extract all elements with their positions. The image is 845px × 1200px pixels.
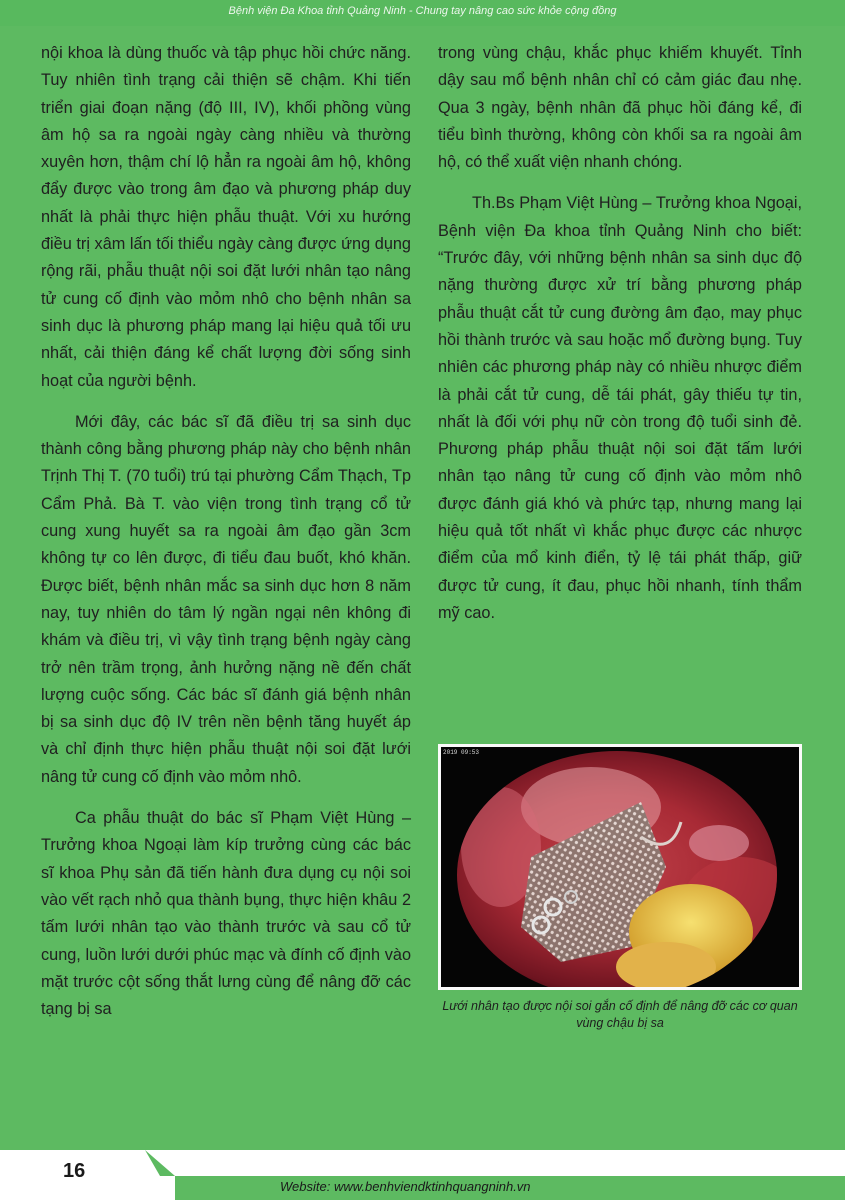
paragraph: Mới đây, các bác sĩ đã điều trị sa sinh dục thành công bằng phương pháp này cho bệnh nhân Trịnh Thị T. (70 tuổi) trú tại phường Cẩm Thạch, Tp Cẩm Phả. Bà T. vào viện trong tình trạng cổ tử cung xung huyết sa ra ngoài âm đạo gần 3cm không tự co lên được, đi tiểu đau buốt, khó khăn. Được biết, bệnh nhân mắc sa sinh dục hơn 8 năm nay, tuy nhiên do tâm lý ngần ngại nên không đi khám và điều trị, vì vậy tình trạng bệnh ngày càng trở nên trầm trọng, ảnh hưởng nặng nề đến chất lượng cuộc sống. Các bác sĩ đánh giá bệnh nhân bị sa sinh dục độ IV trên nền bệnh tăng huyết áp và chỉ định thực hiện phẫu thuật nội soi đặt lưới nâng tử cung cố định vào mỏm nhô. xyxy=(41,412,411,786)
running-header: Bệnh viện Đa Khoa tỉnh Quảng Ninh - Chung tay nâng cao sức khỏe cộng đồng xyxy=(228,5,617,17)
photo-timestamp: 2019 09:53 xyxy=(443,749,480,756)
paragraph: trong vùng chậu, khắc phục khiếm khuyết. Tỉnh dậy sau mổ bệnh nhân chỉ có cảm giác đau nhẹ. Qua 3 ngày, bệnh nhân đã phục hồi đáng kể, đi tiểu bình thường, không còn khối sa ra ngoài âm hộ, có thể xuất viện nhanh chóng. xyxy=(438,44,802,172)
page-number: 16 xyxy=(63,1160,86,1182)
paragraph: nội khoa là dùng thuốc và tập phục hồi chức năng. Tuy nhiên tình trạng cải thiện sẽ chậm. Khi tiến triển giai đoạn nặng (độ III, IV), khối phồng vùng âm hộ sa ra ngoài ngày càng nhiều và thường xuyên hơn, thậm chí lộ hẳn ra ngoài âm hộ, không đẩy được vào trong âm đạo và phương pháp duy nhất là phải thực hiện phẫu thuật. Với xu hướng điều trị xâm lấn tối thiểu ngày càng được ứng dụng rộng rãi, phẫu thuật nội soi đặt lưới nhân tạo nâng tử cung cố định vào mỏm nhô cho bệnh nhân sa sinh dục là phương pháp mang lại hiệu quả tối ưu nhất, cải thiện đáng kể chất lượng đời sống sinh hoạt của người bệnh. xyxy=(41,44,411,390)
paragraph: Th.Bs Phạm Việt Hùng – Trưởng khoa Ngoại, Bệnh viện Đa khoa tỉnh Quảng Ninh cho biết: “Trước đây, với những bệnh nhân sa sinh dục độ nặng thường được xử trí bằng phương pháp phẫu thuật cắt tử cung đường âm đạo, may phục hồi thành trước và sau hoặc mổ đường bụng. Tuy nhiên các phương pháp này có nhiều nhược điểm là phải cắt tử cung, dễ tái phát, gây thiếu tự tin, nhất là đối với phụ nữ còn trong độ tuổi sinh đẻ. Phương pháp phẫu thuật nội soi đặt tấm lưới nhân tạo nâng tử cung cố định vào mỏm nhô được đánh giá khó và phức tạp, nhưng mang lại hiệu quả tốt nhất vì khắc phục được các nhược điểm của mổ kinh điển, tỷ lệ tái phát thấp, giữ được tử cung, ít đau, phục hồi nhanh, tính thẩm mỹ cao. xyxy=(438,194,802,622)
paragraph: Ca phẫu thuật do bác sĩ Phạm Việt Hùng – Trưởng khoa Ngoại làm kíp trưởng cùng các bác sĩ khoa Phụ sản đã tiến hành đưa dụng cụ nội soi vào vết rạch nhỏ qua thành bụng, thực hiện khâu 2 tấm lưới nhân tạo vào thành trước và sau cổ tử cung, luồn lưới dưới phúc mạc và đính cố định vào mặt trước cột sống thắt lưng cùng để nâng đỡ các tạng bị sa xyxy=(41,809,411,1019)
right-column xyxy=(438,40,802,641)
website-url: Website: www.benhviendktinhquangninh.vn xyxy=(280,1179,531,1194)
endoscopy-image xyxy=(441,747,799,987)
endoscopy-photo xyxy=(438,744,802,990)
left-column xyxy=(41,40,411,1037)
page-number-tab xyxy=(0,1150,175,1200)
figure-caption: Lưới nhân tạo được nội soi gắn cố định để nâng đỡ các cơ quan vùng chậu bị sa xyxy=(442,999,798,1030)
